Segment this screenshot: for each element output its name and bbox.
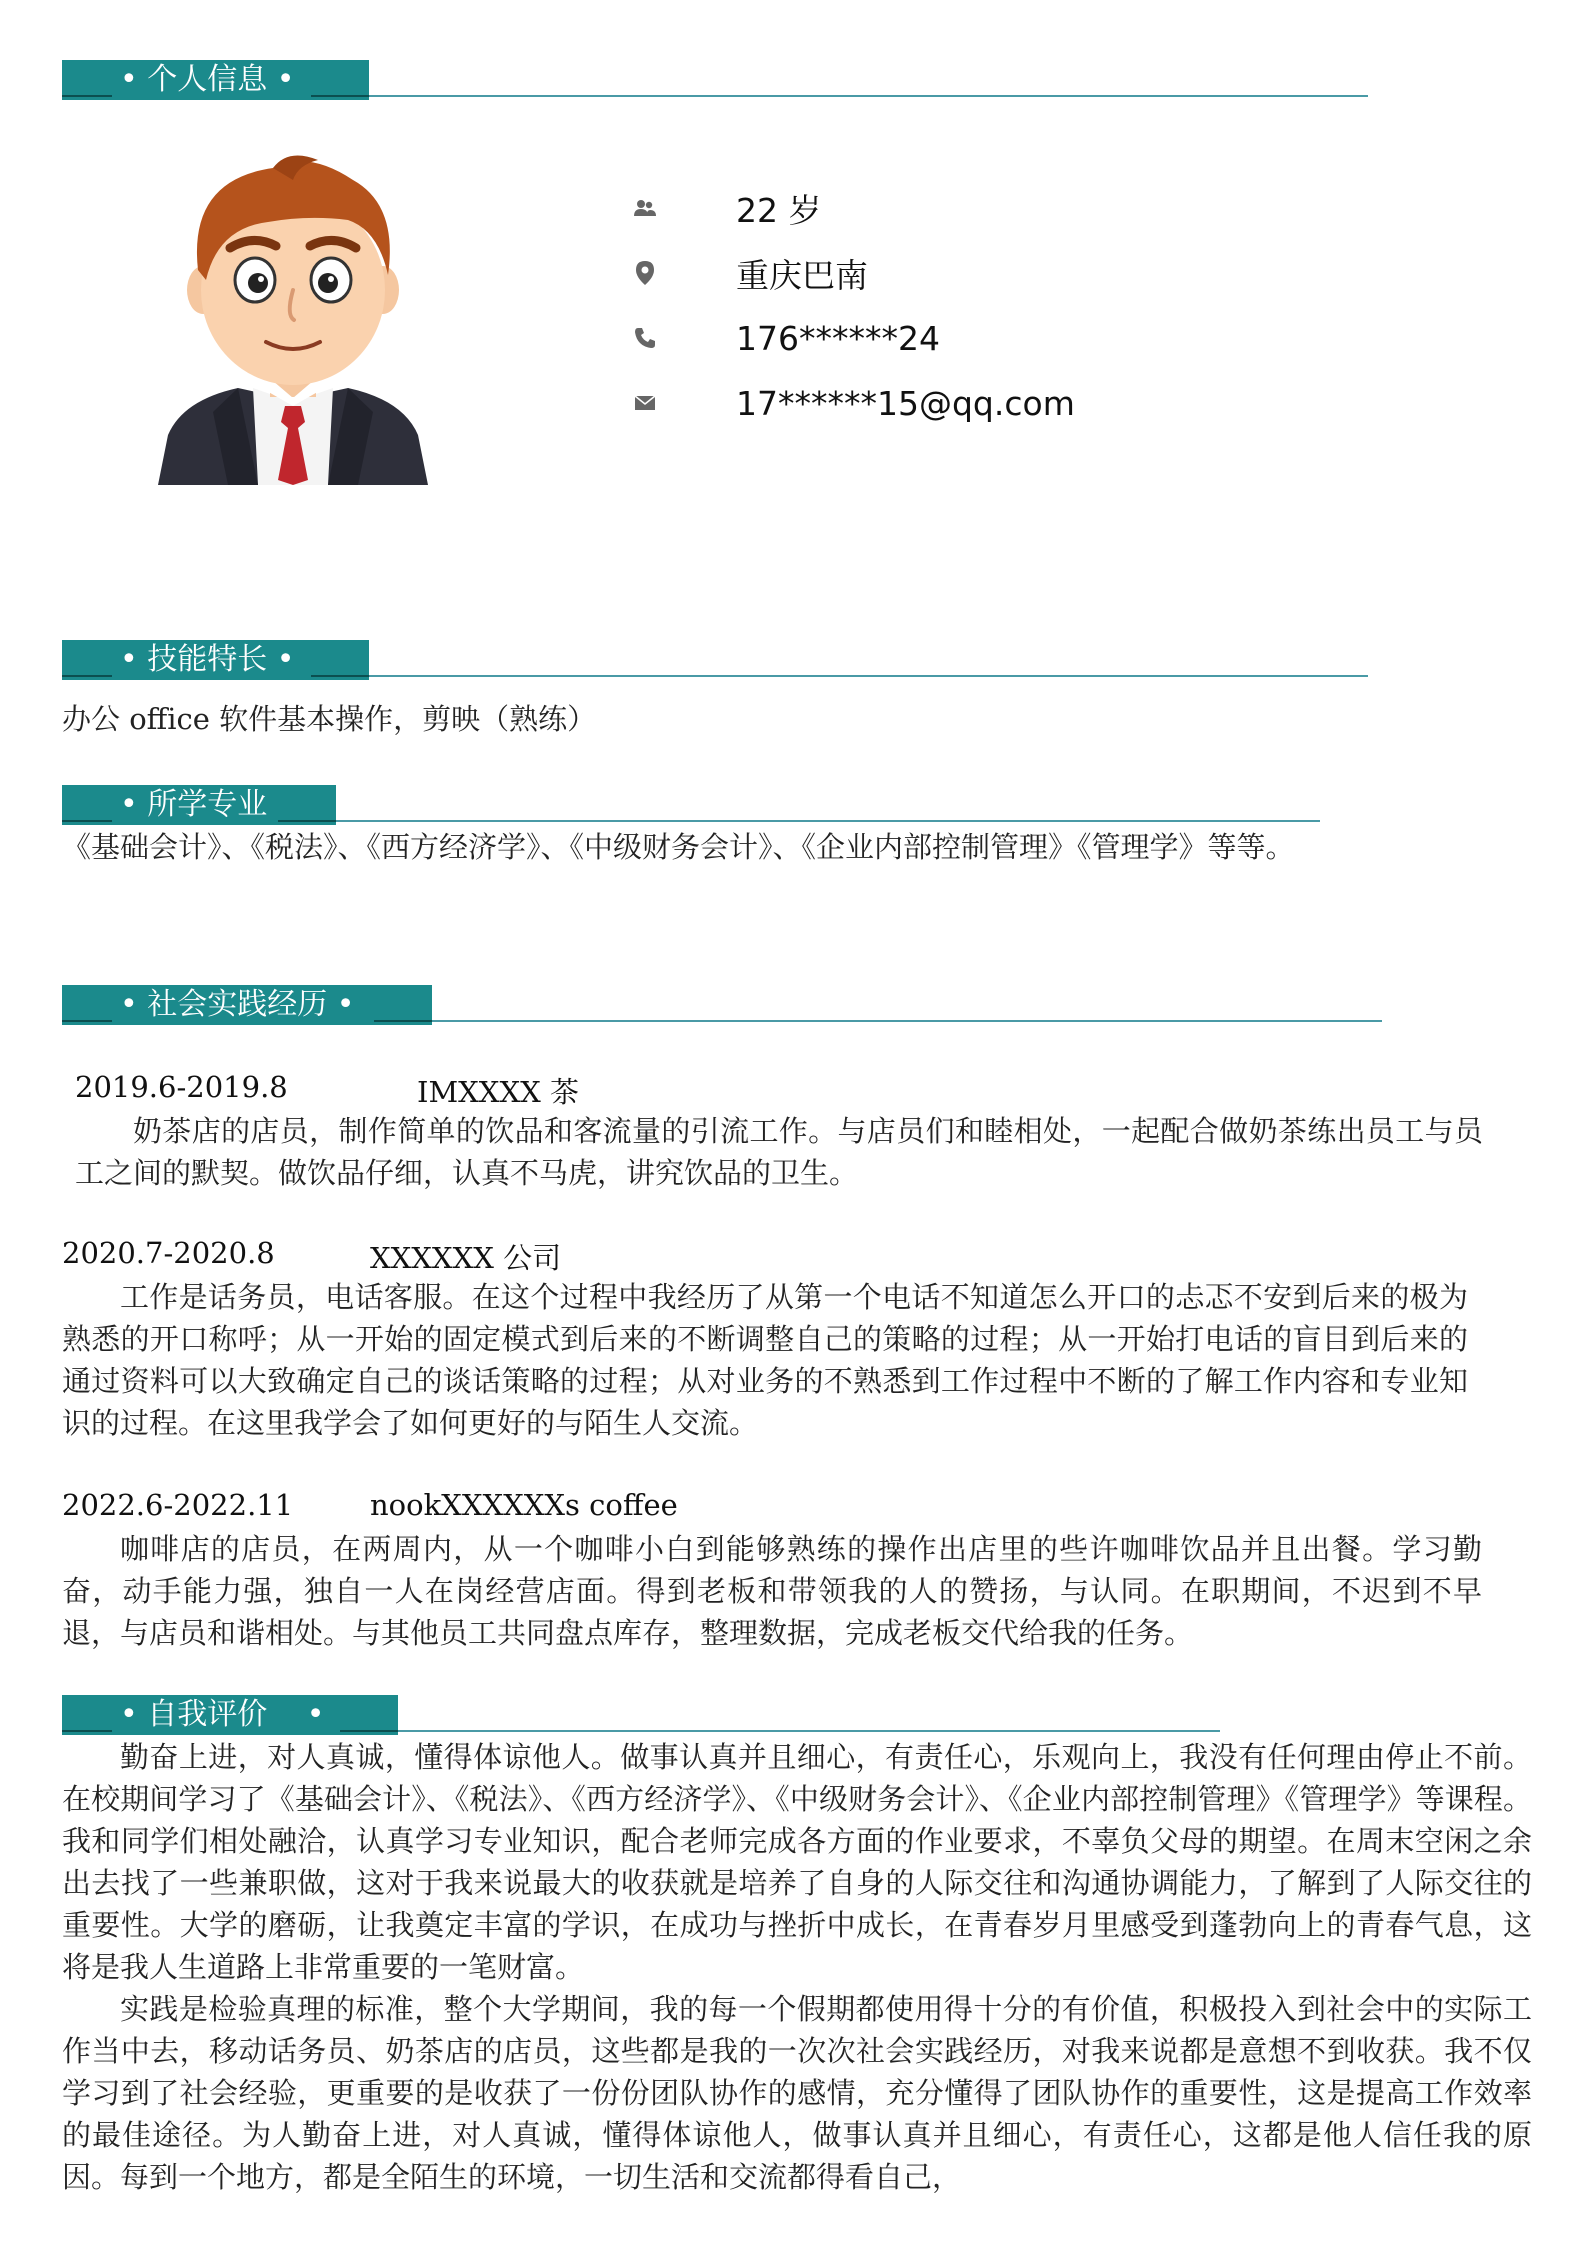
self-eval-paragraph: 勤奋上进，对人真诚，懂得体谅他人。做事认真并且细心，有责任心，乐观向上，我没有任何理由停止不前。在校期间学习了《基础会计》、《税法》、《西方经济学》、《中级财务会计》、《企业内部控制管理》《管理学》等课程。我和同学们相处融洽，认真学习专业知识，配合老师完成各方面的作业要求，不辜负父母的期望。在周末空闲之余出去找了一些兼职做，这对于我来说最大的收获就是培养了自身的人际交往和沟通协调能力，了解到了人际交往的重要性。大学的磨砺，让我奠定丰富的学识，在成功与挫折中成长，在青春岁月里感受到蓬勃向上的青春气息，这将是我人生道路上非常重要的一笔财富。 — [62, 1740, 1532, 1984]
section-header-self — [62, 1695, 1220, 1735]
location-value: 重庆巴南 — [736, 255, 868, 295]
email-value: 17******15@qq.com — [736, 383, 1075, 423]
section-title: • 自我评价 • — [120, 1697, 325, 1732]
section-rule — [398, 1730, 1220, 1732]
experience-company: nookXXXXXXs coffee — [370, 1488, 678, 1522]
section-tab — [62, 785, 336, 825]
section-title: • 所学专业 — [120, 787, 268, 822]
phone-icon — [630, 323, 660, 353]
section-header-skills — [62, 640, 1368, 680]
experience-description: 工作是话务员，电话客服。在这个过程中我经历了从第一个电话不知道怎么开口的忐忑不安到后来的极为熟悉的开口称呼；从一开始的固定模式到后来的不断调整自己的策略的过程；从一开始打电话的盲目到后来的通过资料可以大致确定自己的谈话策略的过程；从对业务的不熟悉到工作过程中不断的了解工作内容和专业知识的过程。在这里我学会了如何更好的与陌生人交流。 — [62, 1280, 1468, 1440]
experience-company: XXXXXX 公司 — [370, 1241, 562, 1275]
envelope-icon — [630, 388, 660, 418]
info-location — [630, 248, 868, 298]
experience-header — [62, 1488, 1362, 1528]
section-tab — [62, 1695, 398, 1735]
experience-period: 2019.6-2019.8 — [75, 1070, 288, 1104]
location-pin-icon — [630, 258, 660, 288]
section-tab — [62, 640, 369, 680]
section-header-practice — [62, 985, 1382, 1025]
section-header-major — [62, 785, 1320, 825]
experience-period: 2022.6-2022.11 — [62, 1488, 294, 1522]
section-title: • 个人信息 • — [120, 62, 295, 97]
major-text: 《基础会计》、《税法》、《西方经济学》、《中级财务会计》、《企业内部控制管理》《管理学》等等。 — [62, 830, 1295, 864]
experience-description: 奶茶店的店员，制作简单的饮品和客流量的引流工作。与店员们和睦相处，一起配合做奶茶练出员工与员工之间的默契。做饮品仔细，认真不马虎，讲究饮品的卫生。 — [75, 1114, 1483, 1190]
section-rule — [369, 675, 1368, 677]
experience-period: 2020.7-2020.8 — [62, 1236, 275, 1270]
info-email — [630, 378, 1075, 428]
section-header-personal — [62, 60, 1368, 100]
section-title: • 技能特长 • — [120, 642, 295, 677]
section-tab — [62, 60, 369, 100]
avatar — [158, 150, 428, 485]
section-rule — [336, 820, 1320, 822]
age-value: 22 岁 — [736, 190, 822, 230]
section-tab — [62, 985, 432, 1025]
people-icon — [630, 193, 660, 223]
experience-header — [62, 1236, 1362, 1276]
phone-value: 176******24 — [736, 318, 940, 358]
self-eval-paragraph: 实践是检验真理的标准，整个大学期间，我的每一个假期都使用得十分的有价值，积极投入到社会中的实际工作当中去，移动话务员、奶茶店的店员，这些都是我的一次次社会实践经历，对我来说都是意想不到收获。我不仅学习到了社会经验，更重要的是收获了一份份团队协作的感情，充分懂得了团队协作的重要性，这是提高工作效率的最佳途径。为人勤奋上进，对人真诚，懂得体谅他人，做事认真并且细心，有责任心，这都是他人信任我的原因。每到一个地方，都是全陌生的环境，一切生活和交流都得看自己， — [62, 1992, 1532, 2194]
section-title: • 社会实践经历 • — [120, 987, 355, 1022]
section-rule — [432, 1020, 1382, 1022]
experience-header — [75, 1070, 1375, 1110]
experience-company: IMXXXX 茶 — [417, 1075, 579, 1109]
section-rule — [369, 95, 1368, 97]
experience-description: 咖啡店的店员，在两周内，从一个咖啡小白到能够熟练的操作出店里的些许咖啡饮品并且出餐。学习勤奋，动手能力强，独自一人在岗经营店面。得到老板和带领我的人的赞扬，与认同。在职期间，不迟到不早退，与店员和谐相处。与其他员工共同盘点库存，整理数据，完成老板交代给我的任务。 — [62, 1532, 1482, 1650]
skills-text: 办公 office 软件基本操作，剪映（熟练） — [62, 702, 597, 736]
info-age — [630, 183, 821, 233]
info-phone — [630, 313, 940, 363]
